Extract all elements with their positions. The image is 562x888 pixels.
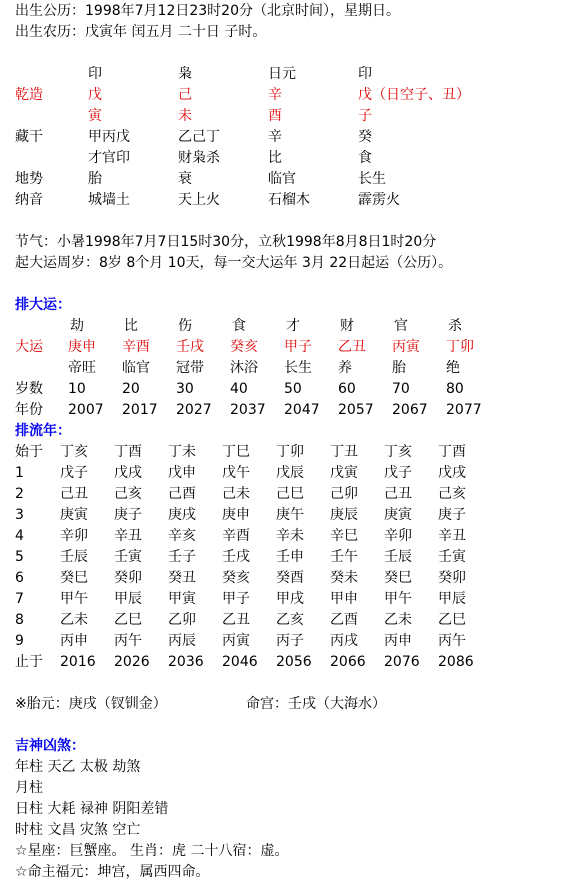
liunian-cell: 庚辰 xyxy=(330,507,358,523)
dayun-ganzhi: 乙丑 xyxy=(338,339,366,355)
dayun-state: 绝 xyxy=(446,360,460,376)
dayun-ganzhi: 丁卯 xyxy=(446,339,474,355)
pillar-stem: 辛 xyxy=(268,87,282,103)
liunian-row-label: 4 xyxy=(15,528,24,544)
liunian-cell: 己丑 xyxy=(384,486,412,502)
pillar-stem: 戊（日空子、丑） xyxy=(358,87,470,103)
liunian-section-title: 排流年： xyxy=(15,423,71,439)
canggan-cell: 乙己丁 xyxy=(178,129,220,145)
pillar-top-label: 印 xyxy=(358,66,372,82)
liunian-cell: 2036 xyxy=(168,654,204,670)
dishi-cell: 临官 xyxy=(268,171,296,187)
liunian-row-label: 6 xyxy=(15,570,24,586)
dishi-cell: 长生 xyxy=(358,171,386,187)
dayun-age: 50 xyxy=(284,381,302,397)
liunian-cell: 戊子 xyxy=(384,465,412,481)
liunian-cell: 庚子 xyxy=(438,507,466,523)
liunian-cell: 乙巳 xyxy=(114,612,142,628)
liunian-cell: 丙午 xyxy=(438,633,466,649)
dayun-age: 30 xyxy=(176,381,194,397)
canggan-cell: 甲丙戊 xyxy=(88,129,130,145)
liunian-cell: 乙巳 xyxy=(438,612,466,628)
liunian-row-label: 7 xyxy=(15,591,24,607)
mingzhu-line: ☆命主福元：坤宫，属西四命。 xyxy=(15,864,210,880)
dayun-god: 官 xyxy=(394,318,408,334)
jieqi-line: 节气：小暑1998年7月7日15时30分，立秋1998年8月8日1时20分 xyxy=(15,234,437,250)
dayun-age: 60 xyxy=(338,381,356,397)
liunian-cell: 甲辰 xyxy=(114,591,142,607)
liunian-cell: 庚寅 xyxy=(60,507,88,523)
dayun-age: 20 xyxy=(122,381,140,397)
liunian-cell: 戊戌 xyxy=(438,465,466,481)
liunian-cell: 庚寅 xyxy=(384,507,412,523)
liunian-cell: 辛卯 xyxy=(60,528,88,544)
canggan-cell: 癸 xyxy=(358,129,372,145)
liunian-cell: 丙申 xyxy=(384,633,412,649)
shensha-line: 年柱 天乙 太极 劫煞 xyxy=(15,759,141,775)
liunian-cell: 2086 xyxy=(438,654,474,670)
shensha-line: 月柱 xyxy=(15,780,43,796)
liunian-cell: 壬寅 xyxy=(114,549,142,565)
liunian-cell: 丁亥 xyxy=(60,444,88,460)
liunian-cell: 戊寅 xyxy=(330,465,358,481)
dayun-year: 2027 xyxy=(176,402,212,418)
liunian-cell: 辛丑 xyxy=(114,528,142,544)
dayun-ganzhi: 癸亥 xyxy=(230,339,258,355)
liunian-cell: 庚申 xyxy=(222,507,250,523)
liunian-cell: 丁卯 xyxy=(276,444,304,460)
dayun-age: 70 xyxy=(392,381,410,397)
liunian-cell: 癸巳 xyxy=(384,570,412,586)
liunian-cell: 癸卯 xyxy=(438,570,466,586)
liunian-cell: 甲午 xyxy=(384,591,412,607)
liunian-cell: 乙丑 xyxy=(222,612,250,628)
liunian-cell: 己卯 xyxy=(330,486,358,502)
dayun-year: 2067 xyxy=(392,402,428,418)
liunian-cell: 辛卯 xyxy=(384,528,412,544)
liunian-cell: 壬子 xyxy=(168,549,196,565)
liunian-cell: 己亥 xyxy=(438,486,466,502)
liunian-cell: 壬戌 xyxy=(222,549,250,565)
liunian-cell: 己未 xyxy=(222,486,250,502)
dayun-god: 财 xyxy=(340,318,354,334)
liunian-cell: 2046 xyxy=(222,654,258,670)
liunian-cell: 乙未 xyxy=(60,612,88,628)
dayun-state: 临官 xyxy=(122,360,150,376)
dayun-state: 沐浴 xyxy=(230,360,258,376)
dayun-year: 2057 xyxy=(338,402,374,418)
age-label: 岁数 xyxy=(15,381,43,397)
dayun-state: 帝旺 xyxy=(68,360,96,376)
dayun-age: 10 xyxy=(68,381,86,397)
liunian-cell: 己丑 xyxy=(60,486,88,502)
dayun-god: 食 xyxy=(232,318,246,334)
liunian-row-label: 3 xyxy=(15,507,24,523)
dayun-god: 杀 xyxy=(448,318,462,334)
liunian-cell: 己酉 xyxy=(168,486,196,502)
liunian-cell: 2076 xyxy=(384,654,420,670)
dayun-year: 2037 xyxy=(230,402,266,418)
liunian-cell: 甲申 xyxy=(330,591,358,607)
liunian-cell: 甲寅 xyxy=(168,591,196,607)
liunian-cell: 辛酉 xyxy=(222,528,250,544)
dishi-cell: 衰 xyxy=(178,171,192,187)
liunian-cell: 乙亥 xyxy=(276,612,304,628)
liunian-cell: 癸酉 xyxy=(276,570,304,586)
shensha-line: 时柱 文昌 灾煞 空亡 xyxy=(15,822,141,838)
liunian-cell: 甲午 xyxy=(60,591,88,607)
taiyuan: ※胎元：庚戌（钗钏金） xyxy=(15,696,167,712)
dayun-state: 冠带 xyxy=(176,360,204,376)
liunian-cell: 癸丑 xyxy=(168,570,196,586)
canggan-god-cell: 食 xyxy=(358,150,372,166)
dishi-label: 地势 xyxy=(15,171,43,187)
pillar-top-label: 印 xyxy=(88,66,102,82)
liunian-cell: 丙午 xyxy=(114,633,142,649)
liunian-cell: 丁未 xyxy=(168,444,196,460)
liunian-cell: 乙未 xyxy=(384,612,412,628)
qianzao-label: 乾造 xyxy=(15,87,43,103)
pillar-branch: 酉 xyxy=(268,108,282,124)
dayun-ganzhi: 庚申 xyxy=(68,339,96,355)
liunian-row-label: 8 xyxy=(15,612,24,628)
liunian-cell: 2066 xyxy=(330,654,366,670)
liunian-cell: 壬申 xyxy=(276,549,304,565)
dayun-section-title: 排大运： xyxy=(15,297,71,313)
liunian-cell: 丙子 xyxy=(276,633,304,649)
liunian-cell: 2056 xyxy=(276,654,312,670)
minggong: 命宫：壬戌（大海水） xyxy=(246,696,386,712)
nayin-cell: 霹雳火 xyxy=(358,192,400,208)
liunian-cell: 癸亥 xyxy=(222,570,250,586)
pillar-branch: 未 xyxy=(178,108,192,124)
birth-lunar-date: 出生农历：戊寅年 闰五月 二十日 子时。 xyxy=(15,24,267,40)
dayun-state: 长生 xyxy=(284,360,312,376)
pillar-stem: 戊 xyxy=(88,87,102,103)
year-label: 年份 xyxy=(15,402,43,418)
liunian-cell: 壬辰 xyxy=(384,549,412,565)
liunian-cell: 戊戌 xyxy=(114,465,142,481)
liunian-cell: 壬午 xyxy=(330,549,358,565)
liunian-row-label: 5 xyxy=(15,549,24,565)
liunian-cell: 甲子 xyxy=(222,591,250,607)
canggan-cell: 辛 xyxy=(268,129,282,145)
liunian-cell: 丁丑 xyxy=(330,444,358,460)
liunian-cell: 乙酉 xyxy=(330,612,358,628)
dayun-ganzhi: 辛酉 xyxy=(122,339,150,355)
liunian-cell: 辛亥 xyxy=(168,528,196,544)
shensha-line: 日柱 大耗 禄神 阴阳差错 xyxy=(15,801,169,817)
dayun-label: 大运 xyxy=(15,339,43,355)
dayun-state: 胎 xyxy=(392,360,406,376)
canggan-god-cell: 比 xyxy=(268,150,282,166)
dayun-god: 比 xyxy=(124,318,138,334)
liunian-cell: 丁亥 xyxy=(384,444,412,460)
liunian-cell: 辛丑 xyxy=(438,528,466,544)
dayun-god: 劫 xyxy=(70,318,84,334)
dayun-god: 才 xyxy=(286,318,300,334)
liunian-row-label: 始于 xyxy=(15,444,43,460)
liunian-cell: 庚午 xyxy=(276,507,304,523)
nayin-cell: 城墙土 xyxy=(88,192,130,208)
liunian-cell: 辛巳 xyxy=(330,528,358,544)
canggan-god-cell: 才官印 xyxy=(88,150,130,166)
birth-solar-date: 出生公历：1998年7月12日23时20分（北京时间），星期日。 xyxy=(15,3,400,19)
liunian-cell: 2016 xyxy=(60,654,96,670)
shensha-section-title: 吉神凶煞： xyxy=(15,738,85,754)
liunian-row-label: 9 xyxy=(15,633,24,649)
pillar-top-label: 枭 xyxy=(178,66,192,82)
pillar-top-label: 日元 xyxy=(268,66,296,82)
canggan-label: 藏干 xyxy=(15,129,43,145)
xingzuo-line: ☆星座：巨蟹座。 生肖：虎 二十八宿：虚。 xyxy=(15,843,289,859)
liunian-cell: 癸未 xyxy=(330,570,358,586)
liunian-row-label: 止于 xyxy=(15,654,43,670)
liunian-cell: 2026 xyxy=(114,654,150,670)
liunian-cell: 丙寅 xyxy=(222,633,250,649)
liunian-cell: 乙卯 xyxy=(168,612,196,628)
dayun-ganzhi: 壬戌 xyxy=(176,339,204,355)
liunian-cell: 甲戌 xyxy=(276,591,304,607)
nayin-cell: 天上火 xyxy=(178,192,220,208)
liunian-cell: 丁巳 xyxy=(222,444,250,460)
dayun-year: 2047 xyxy=(284,402,320,418)
liunian-cell: 己亥 xyxy=(114,486,142,502)
dayun-year: 2007 xyxy=(68,402,104,418)
dayun-state: 养 xyxy=(338,360,352,376)
liunian-cell: 戊子 xyxy=(60,465,88,481)
liunian-cell: 己巳 xyxy=(276,486,304,502)
liunian-cell: 壬寅 xyxy=(438,549,466,565)
liunian-cell: 庚戌 xyxy=(168,507,196,523)
dayun-year: 2077 xyxy=(446,402,482,418)
pillar-branch: 寅 xyxy=(88,108,102,124)
liunian-cell: 丁酉 xyxy=(114,444,142,460)
liunian-row-label: 1 xyxy=(15,465,24,481)
liunian-cell: 戊午 xyxy=(222,465,250,481)
liunian-cell: 辛未 xyxy=(276,528,304,544)
dayun-ganzhi: 甲子 xyxy=(284,339,312,355)
liunian-row-label: 2 xyxy=(15,486,24,502)
liunian-cell: 丙戌 xyxy=(330,633,358,649)
liunian-cell: 戊辰 xyxy=(276,465,304,481)
nayin-cell: 石榴木 xyxy=(268,192,310,208)
dayun-age: 40 xyxy=(230,381,248,397)
pillar-stem: 己 xyxy=(178,87,192,103)
dishi-cell: 胎 xyxy=(88,171,102,187)
liunian-cell: 丁酉 xyxy=(438,444,466,460)
qiyun-line: 起大运周岁：8岁 8个月 10天，每一交大运年 3月 22日起运（公历）。 xyxy=(15,255,453,271)
dayun-age: 80 xyxy=(446,381,464,397)
liunian-cell: 丙辰 xyxy=(168,633,196,649)
dayun-year: 2017 xyxy=(122,402,158,418)
pillar-branch: 子 xyxy=(358,108,372,124)
dayun-ganzhi: 丙寅 xyxy=(392,339,420,355)
liunian-cell: 壬辰 xyxy=(60,549,88,565)
liunian-cell: 庚子 xyxy=(114,507,142,523)
dayun-god: 伤 xyxy=(178,318,192,334)
liunian-cell: 甲辰 xyxy=(438,591,466,607)
nayin-label: 纳音 xyxy=(15,192,43,208)
canggan-god-cell: 财枭杀 xyxy=(178,150,220,166)
liunian-cell: 癸巳 xyxy=(60,570,88,586)
liunian-cell: 癸卯 xyxy=(114,570,142,586)
liunian-cell: 丙申 xyxy=(60,633,88,649)
liunian-cell: 戊申 xyxy=(168,465,196,481)
